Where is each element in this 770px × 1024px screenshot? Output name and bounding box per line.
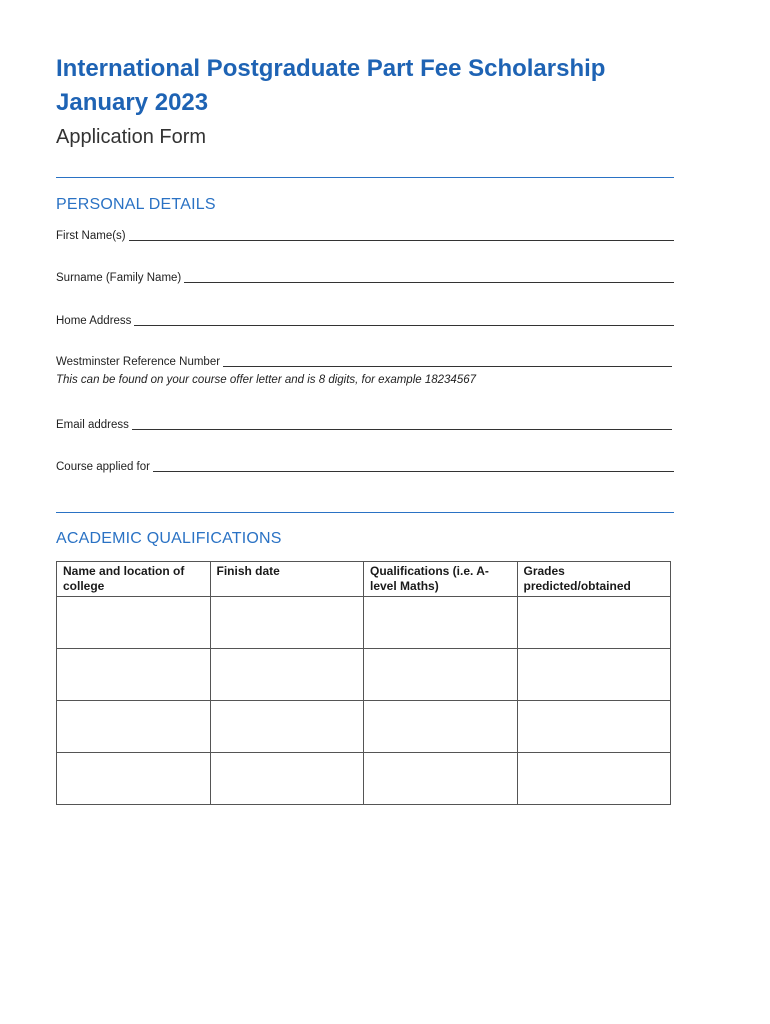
first-name-label: First Name(s) [56, 230, 126, 242]
table-cell[interactable] [364, 701, 518, 753]
table-row [57, 597, 671, 649]
column-header-grades: Grades predicted/obtained [517, 562, 671, 597]
email-label: Email address [56, 419, 129, 431]
academic-qualifications-heading: ACADEMIC QUALIFICATIONS [56, 530, 282, 547]
table-cell[interactable] [517, 649, 671, 701]
surname-input-line[interactable] [184, 272, 674, 283]
table-cell[interactable] [210, 597, 364, 649]
first-name-field[interactable] [56, 229, 674, 243]
section-divider [56, 512, 674, 513]
table-cell[interactable] [364, 649, 518, 701]
first-name-input-line[interactable] [129, 230, 674, 241]
table-row [57, 753, 671, 805]
table-cell[interactable] [57, 701, 211, 753]
table-row [57, 649, 671, 701]
home-address-field[interactable] [56, 314, 674, 328]
table-cell[interactable] [364, 753, 518, 805]
personal-details-heading: PERSONAL DETAILS [56, 196, 216, 213]
westminster-reference-hint: This can be found on your course offer letter and is 8 digits, for example 18234567 [56, 374, 477, 386]
table-cell[interactable] [57, 649, 211, 701]
page-title: International Postgraduate Part Fee Scholarship January 2023 [56, 55, 606, 116]
table-cell[interactable] [364, 597, 518, 649]
table-cell[interactable] [210, 649, 364, 701]
home-address-label: Home Address [56, 315, 132, 327]
table-cell[interactable] [517, 753, 671, 805]
table-row [57, 701, 671, 753]
table-cell[interactable] [210, 701, 364, 753]
table-cell[interactable] [517, 597, 671, 649]
table-header-row [57, 562, 671, 597]
table-cell[interactable] [57, 753, 211, 805]
qualifications-table [56, 561, 671, 805]
table-cell[interactable] [210, 753, 364, 805]
home-address-input-line[interactable] [134, 315, 674, 326]
westminster-reference-label: Westminster Reference Number [56, 356, 221, 368]
course-field[interactable] [56, 460, 674, 474]
page-subtitle: Application Form [56, 126, 207, 148]
column-header-college: Name and location of college [57, 562, 211, 597]
email-field[interactable] [56, 418, 672, 432]
westminster-reference-field[interactable] [56, 355, 672, 369]
column-header-finish-date: Finish date [210, 562, 364, 597]
westminster-reference-input-line[interactable] [223, 356, 672, 367]
section-divider [56, 177, 674, 178]
table-cell[interactable] [57, 597, 211, 649]
surname-field[interactable] [56, 271, 674, 285]
course-input-line[interactable] [153, 461, 674, 472]
column-header-qualifications: Qualifications (i.e. A-level Maths) [364, 562, 518, 597]
surname-label: Surname (Family Name) [56, 272, 182, 284]
email-input-line[interactable] [132, 419, 672, 430]
course-label: Course applied for [56, 461, 150, 473]
table-cell[interactable] [517, 701, 671, 753]
